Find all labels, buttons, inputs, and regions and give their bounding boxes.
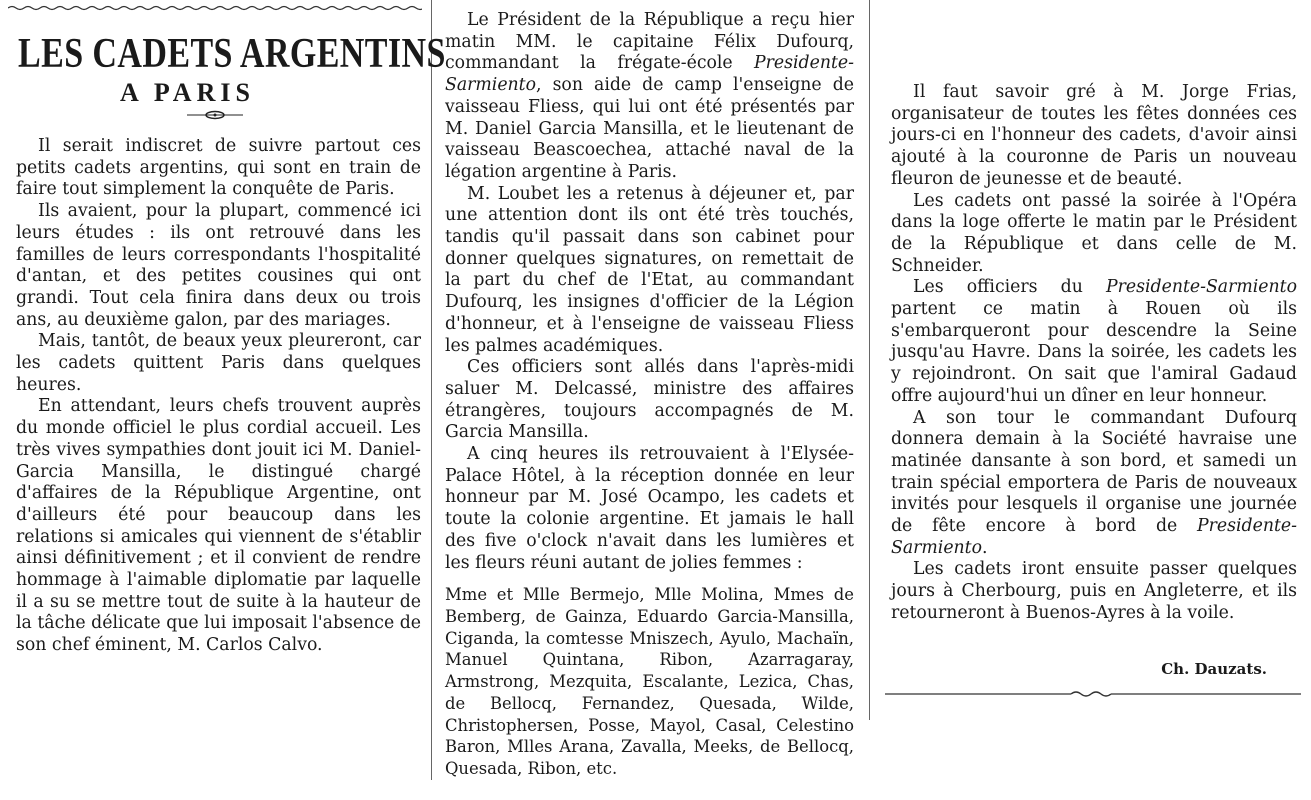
ornament-flourish	[185, 108, 245, 122]
article-column-3	[875, 0, 1311, 706]
text-run: A son tour le commandant Dufourq donnera demain à la Société havraise une matinée dansante à son bord, et samedi un train spécial emportera de Paris de nouveaux invités pour lesquels il organise une journée de fête encore à bord de	[891, 407, 1297, 537]
subheadline: A PARIS	[120, 78, 255, 107]
article-body-col2	[445, 10, 854, 780]
end-rule	[885, 690, 1301, 698]
paragraph: En attendant, leurs chefs trouvent auprès du monde officiel le plus cordial accueil. Les très vives sympathies dont jouit ici M. Daniel-Garcia Mansilla, le distingué chargé d'affaires de la République Argentine, ont d'ailleurs été pour beaucoup dans les relations si amicales qui viennent de s'établir ainsi définitivement ; et il convient de rendre hommage à l'aimable diplomatie par laquelle il a su se mettre tout de suite à la hauteur de la tâche délicate que lui imposait l'absence de son chef éminent, M. Carlos Calvo.	[16, 396, 421, 656]
text-run: .	[982, 537, 988, 558]
column-separator	[869, 0, 870, 720]
author-signature: Ch. Dauzats.	[1161, 660, 1267, 678]
paragraph: M. Loubet les a retenus à déjeuner et, par une attention dont ils ont été très touchés, tandis qu'il passait dans son cabinet pour donner quelques signatures, on remettait de la part du chef de l'Etat, au commandant Dufourq, les insignes d'officier de la Légion d'honneur, et à l'enseigne de vaisseau Fliess les palmes académiques.	[445, 183, 854, 356]
article-column-2	[433, 0, 867, 800]
text-run: Les officiers du	[913, 277, 1107, 298]
ship-name: Presidente-Sarmiento	[891, 516, 1297, 558]
paragraph: Ces officiers sont allés dans l'après-midi saluer M. Delcassé, ministre des affaires étrangères, toujours accompagnés de M. Garcia Mansilla.	[445, 357, 854, 443]
text-run: Le Président de la République a reçu hier matin MM. le capitaine Félix Dufourq, commandant la frégate-école	[445, 10, 854, 74]
paragraph: A cinq heures ils retrouvaient à l'Elysée-Palace Hôtel, à la réception donnée en leur honneur par M. José Ocampo, les cadets et toute la colonie argentine. Et jamais le hall des five o'clock n'avait dans les lumières et les fleurs réuni autant de jolies femmes :	[445, 444, 854, 573]
paragraph: Les cadets ont passé la soirée à l'Opéra dans la loge offerte le matin par le Président de la République et dans celle de M. Schneider.	[891, 190, 1297, 276]
guest-list: Mme et Mlle Bermejo, Mlle Molina, Mmes de Bemberg, de Gainza, Eduardo Garcia-Mansilla, Ciganda, la comtesse Mniszech, Ayulo, Machaïn, Manuel Quintana, Ribon, Azarragaray, Armstrong, Mezquita, Escalante, Lezica, Chas, de Bellocq, Fernandez, Quesada, Wilde, Christophersen, Posse, Mayol, Casal, Celestino Baron, Mlles Arana, Zavalla, Meeks, de Bellocq, Quesada, Ribon, etc.	[445, 585, 854, 778]
paragraph	[445, 10, 854, 184]
column-separator	[431, 0, 432, 780]
paragraph	[891, 277, 1297, 407]
article-column-1	[0, 0, 446, 728]
ship-name: Presidente-Sarmiento	[1106, 277, 1297, 298]
paragraph: Ils avaient, pour la plupart, commencé ici leurs études : ils ont retrouvé dans les familles de leurs correspondants l'hospitalité d'antan, et des petites cousines qui ont grandi. Tout cela finira dans deux ou trois ans, au deuxième galon, par des mariages.	[16, 201, 421, 330]
paragraph: Il serait indiscret de suivre partout ces petits cadets argentins, qui sont en train de faire tout simplement la conquête de Paris.	[16, 136, 421, 200]
text-run: , son aide de camp l'enseigne de vaisseau Fliess, qui lui ont été présentés par M. Daniel Garcia Mansilla, et le lieutenant de vaisseau Beascoechea, attaché naval de la légation argentine à Paris.	[445, 75, 854, 182]
text-run: partent ce matin à Rouen où ils s'embarqueront pour descendre la Seine jusqu'au Havre. Dans la soirée, les cadets les y rejoindront. On sait que l'amiral Gadaud offre aujourd'hui un dîner en leur honneur.	[891, 299, 1297, 406]
paragraph: Les cadets iront ensuite passer quelques jours à Cherbourg, puis en Angleterre, et ils retourneront à Buenos-Ayres à la voile.	[891, 559, 1297, 623]
paragraph: Mais, tantôt, de beaux yeux pleureront, car les cadets quittent Paris dans quelques heures.	[16, 331, 421, 395]
paragraph: Il faut savoir gré à M. Jorge Frias, organisateur de toutes les fêtes données ces jours-ci en l'honneur des cadets, d'avoir ainsi ajouté à la couronne de Paris un nouveau fleuron de jeunesse et de beauté.	[891, 82, 1297, 189]
article-body-col1	[16, 136, 421, 657]
ship-name: Presidente-Sarmiento	[445, 53, 854, 96]
headline: LES CADETS ARGENTINS	[18, 31, 446, 77]
article-body-col3	[891, 82, 1297, 625]
paragraph	[891, 408, 1297, 560]
wavy-rule-top	[8, 5, 422, 11]
